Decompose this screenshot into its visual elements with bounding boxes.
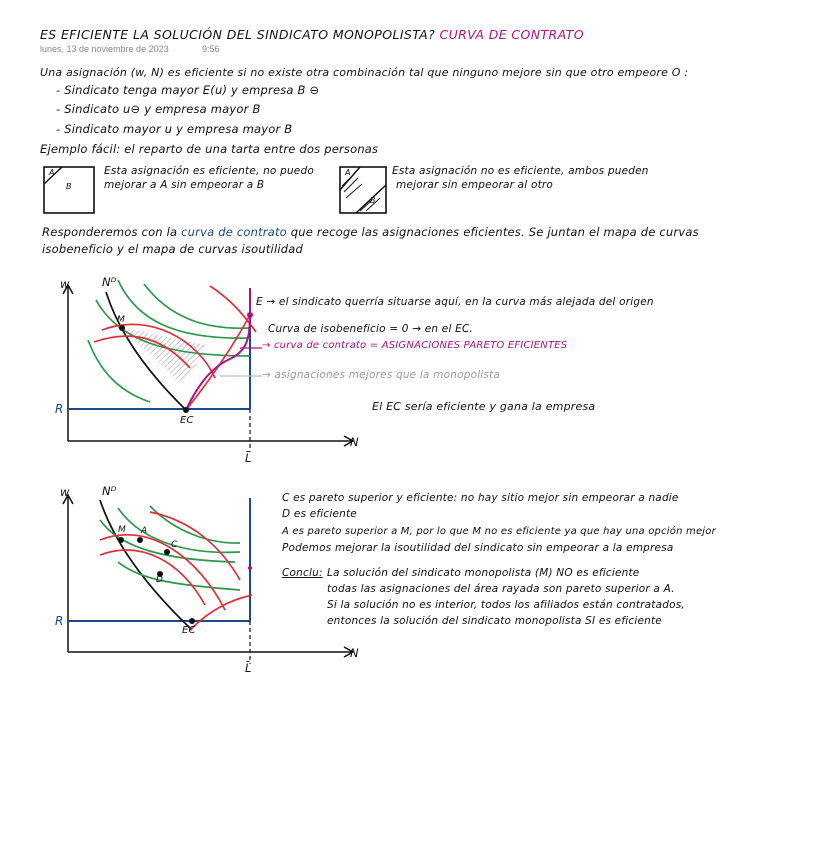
definition-line: Una asignación (w, N) es eficiente si no existe otra combinación tal que ninguno mejore sin que otro empeore O : (40, 66, 689, 79)
note-date: lunes, 13 de noviembre de 2023 (40, 44, 169, 54)
g2-axis-w: w (60, 485, 70, 499)
contract-curve-line-2: isobeneficio y el mapa de curvas isoutilidad (42, 242, 303, 256)
g2-label-lbar: L̄ (245, 661, 252, 675)
title-highlight: CURVA DE CONTRATO (439, 27, 584, 42)
g2-note-3: A es pareto superior a M, por lo que M no es eficiente ya que hay una opción mejor (282, 526, 716, 537)
bullet-1: - Sindicato tenga mayor E(u) y empresa B ⊖ (56, 83, 320, 97)
g2-label-c: C (171, 540, 178, 550)
box2-label-a: A (345, 168, 351, 177)
g1-label-ec: EC (180, 415, 194, 426)
g2-point-c (164, 549, 170, 555)
g2-point-m (118, 537, 124, 543)
conclusion-3: Si la solución no es interior, todos los afiliados están contratados, (327, 599, 685, 611)
g1-annot-contract: → curva de contrato = ASIGNACIONES PARETO EFICIENTES (262, 340, 568, 351)
g2-label-m: M (118, 525, 126, 535)
title-question: ES EFICIENTE LA SOLUCIÓN DEL SINDICATO MONOPOLISTA? (40, 27, 436, 42)
g2-point-ec (189, 618, 195, 624)
g1-label-m: M (117, 315, 125, 325)
g2-axis-n: N (350, 646, 359, 660)
g2-note-2: D es eficiente (282, 508, 357, 520)
g2-point-a (137, 537, 143, 543)
conclusion-4: entonces la solución del sindicato monopolista SI es eficiente (327, 615, 662, 627)
bullet-2: - Sindicato u⊖ y empresa mayor B (56, 102, 261, 116)
conclusion-1: La solución del sindicato monopolista (M) NO es eficiente (327, 567, 640, 579)
conclusion-label: Conclu: (282, 567, 323, 579)
box1-text-2: mejorar a A sin empeorar a B (104, 179, 265, 191)
box2-label-b: B (370, 196, 376, 205)
g2-label-d: D (156, 575, 164, 585)
g2-labor-demand-curve (100, 500, 192, 630)
g2-note-4: Podemos mejorar la isoutilidad del sindicato sin empeorar a la empresa (282, 542, 674, 554)
note-time: 9:56 (202, 44, 220, 54)
bullet-3: - Sindicato mayor u y empresa mayor B (56, 122, 293, 136)
g1-label-r: R (55, 402, 64, 416)
g1-annot-better: → asignaciones mejores que la monopolista (262, 369, 501, 381)
g1-axis-w: w (60, 277, 70, 291)
contract-pre: Responderemos con la (42, 225, 178, 239)
g2-label-a: A (141, 526, 148, 536)
contract-post: que recoge las asignaciones eficientes. Se juntan el mapa de curvas (290, 225, 699, 239)
g1-annot-iso: Curva de isobeneficio = 0 → en el EC. (268, 323, 474, 335)
box2-text-2: mejorar sin empeorar al otro (396, 179, 554, 191)
box1-label-a: A (49, 168, 55, 177)
g1-label-nd: Nᴰ (102, 275, 117, 289)
g2-label-r: R (55, 614, 64, 628)
g1-axis-n: N (350, 435, 359, 449)
g2-label-nd: Nᴰ (102, 484, 117, 498)
g2-label-ec: EC (182, 625, 196, 636)
example-line: Ejemplo fácil: el reparto de una tarta entre dos personas (40, 142, 379, 156)
g1-annot-e: E → el sindicato querría situarse aquí, en la curva más alejada del origen (256, 296, 654, 308)
g1-label-lbar: L̄ (245, 451, 252, 465)
box1-label-b: B (66, 182, 72, 191)
conclusion-2: todas las asignaciones del área rayada son pareto superior a A. (327, 583, 675, 595)
box1-text-1: Esta asignación es eficiente, no puedo (104, 165, 314, 177)
g2-point-e (248, 566, 252, 570)
box2-text-1: Esta asignación no es eficiente, ambos pueden (392, 165, 649, 177)
contract-curve-term: curva de contrato (181, 225, 287, 239)
g1-annot-ec: El EC sería eficiente y gana la empresa (372, 400, 596, 413)
g2-note-1: C es pareto superior y eficiente: no hay sitio mejor sin empeorar a nadie (282, 492, 679, 504)
